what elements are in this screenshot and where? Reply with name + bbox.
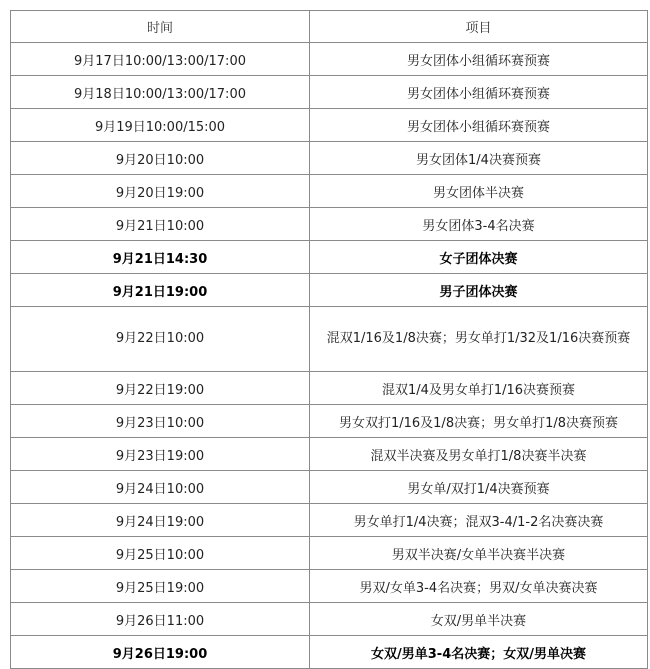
time-cell: 9月22日10:00	[11, 307, 310, 372]
time-cell: 9月24日19:00	[11, 504, 310, 537]
table-row-highlight	[11, 274, 648, 307]
event-cell: 混双半决赛及男女单打1/8决赛半决赛	[310, 438, 648, 471]
table-row	[11, 438, 648, 471]
event-cell: 混双1/4及男女单打1/16决赛预赛	[310, 372, 648, 405]
time-cell: 9月19日10:00/15:00	[11, 109, 310, 142]
event-cell: 男女团体小组循环赛预赛	[310, 76, 648, 109]
table-row	[11, 76, 648, 109]
header-event: 项目	[310, 11, 648, 43]
event-cell: 男女团体小组循环赛预赛	[310, 109, 648, 142]
table-row	[11, 372, 648, 405]
table-row	[11, 570, 648, 603]
time-cell: 9月20日10:00	[11, 142, 310, 175]
event-cell: 混双1/16及1/8决赛；男女单打1/32及1/16决赛预赛	[310, 307, 648, 372]
time-cell: 9月21日14:30	[11, 241, 310, 274]
table-row	[11, 537, 648, 570]
table-row	[11, 471, 648, 504]
table-row-highlight	[11, 636, 648, 669]
event-cell: 女子团体决赛	[310, 241, 648, 274]
time-cell: 9月21日10:00	[11, 208, 310, 241]
event-cell: 男女团体半决赛	[310, 175, 648, 208]
table-row	[11, 504, 648, 537]
table-row	[11, 405, 648, 438]
event-cell: 男女双打1/16及1/8决赛；男女单打1/8决赛预赛	[310, 405, 648, 438]
table-row-highlight	[11, 241, 648, 274]
event-cell: 男双/女单3-4名决赛；男双/女单决赛决赛	[310, 570, 648, 603]
table-row	[11, 109, 648, 142]
time-cell: 9月25日10:00	[11, 537, 310, 570]
table-row	[11, 142, 648, 175]
time-cell: 9月23日19:00	[11, 438, 310, 471]
time-cell: 9月18日10:00/13:00/17:00	[11, 76, 310, 109]
event-cell: 男女团体1/4决赛预赛	[310, 142, 648, 175]
time-cell: 9月25日19:00	[11, 570, 310, 603]
event-cell: 男女单打1/4决赛；混双3-4/1-2名决赛决赛	[310, 504, 648, 537]
event-cell: 男双半决赛/女单半决赛半决赛	[310, 537, 648, 570]
time-cell: 9月23日10:00	[11, 405, 310, 438]
schedule-container	[10, 10, 647, 669]
table-row	[11, 208, 648, 241]
table-row	[11, 175, 648, 208]
event-cell: 男女团体小组循环赛预赛	[310, 43, 648, 76]
time-cell: 9月17日10:00/13:00/17:00	[11, 43, 310, 76]
table-row	[11, 603, 648, 636]
time-cell: 9月26日11:00	[11, 603, 310, 636]
table-header-row	[11, 11, 648, 43]
schedule-table	[10, 10, 648, 669]
time-cell: 9月22日19:00	[11, 372, 310, 405]
time-cell: 9月24日10:00	[11, 471, 310, 504]
table-row	[11, 307, 648, 372]
header-time: 时间	[11, 11, 310, 43]
event-cell: 女双/男单半决赛	[310, 603, 648, 636]
event-cell: 男女团体3-4名决赛	[310, 208, 648, 241]
time-cell: 9月20日19:00	[11, 175, 310, 208]
event-cell: 男子团体决赛	[310, 274, 648, 307]
table-row	[11, 43, 648, 76]
time-cell: 9月21日19:00	[11, 274, 310, 307]
time-cell: 9月26日19:00	[11, 636, 310, 669]
event-cell: 男女单/双打1/4决赛预赛	[310, 471, 648, 504]
event-cell: 女双/男单3-4名决赛；女双/男单决赛	[310, 636, 648, 669]
